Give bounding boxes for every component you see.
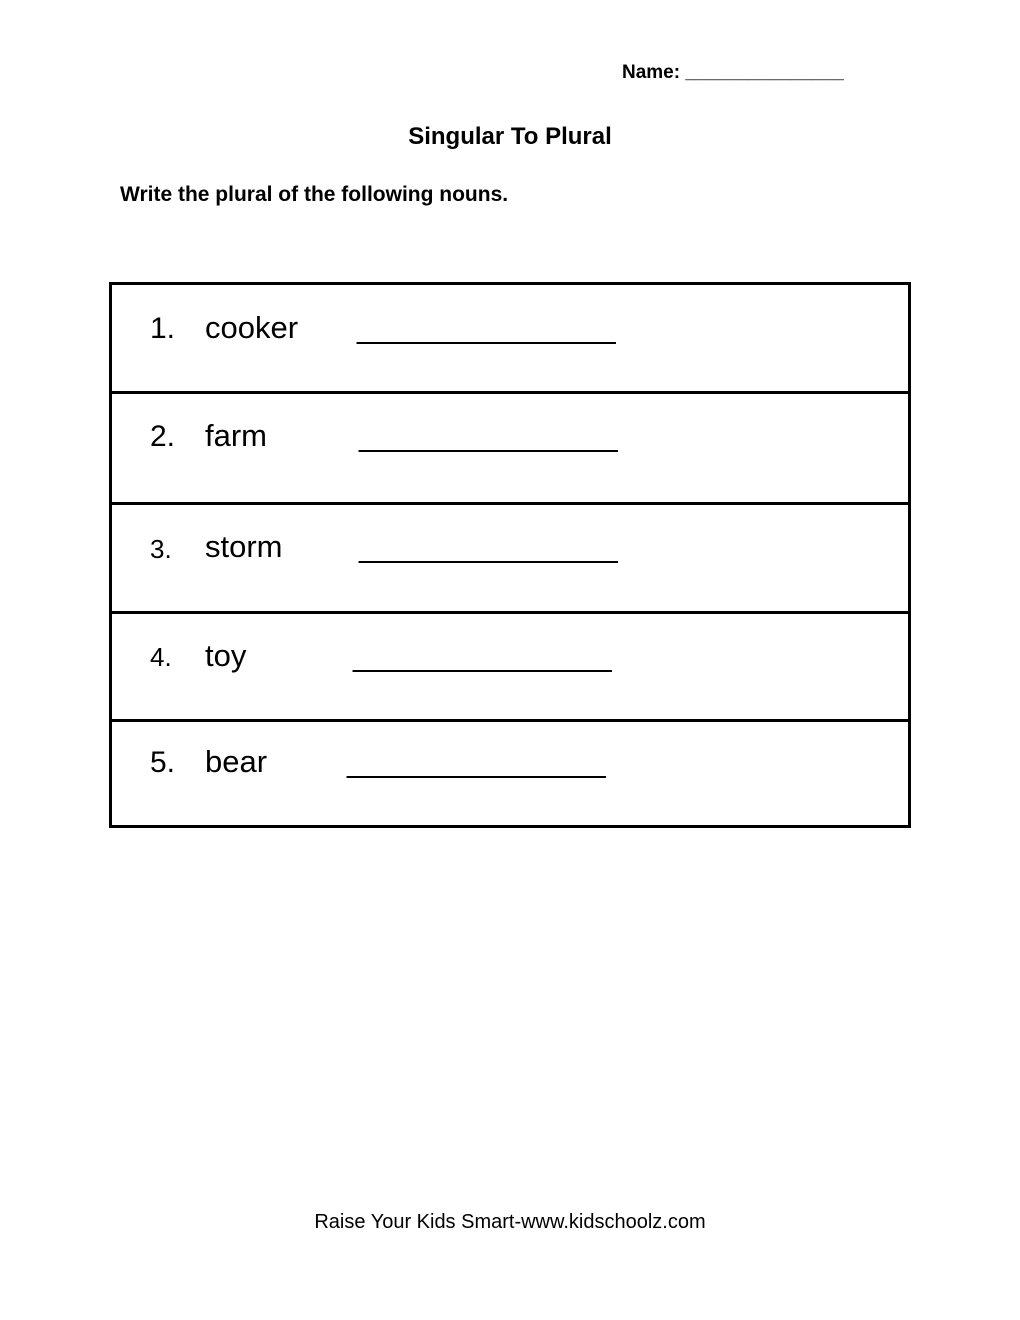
page-title: Singular To Plural	[408, 123, 612, 150]
answer-blank[interactable]: _______________	[359, 529, 618, 564]
answer-blank[interactable]: _______________	[347, 744, 606, 779]
exercise-row	[112, 285, 908, 394]
singular-noun: storm	[205, 529, 283, 564]
answer-blank[interactable]: _______________	[359, 418, 618, 453]
instructions: Write the plural of the following nouns.	[120, 183, 509, 206]
answer-blank[interactable]: _______________	[353, 638, 612, 673]
singular-noun: toy	[205, 638, 247, 673]
item-number: 2.	[150, 420, 176, 453]
exercise-table	[109, 282, 911, 828]
footer-credit: Raise Your Kids Smart-www.kidschoolz.com	[314, 1211, 706, 1233]
item-number: 3.	[150, 534, 172, 564]
item-number: 1.	[150, 312, 176, 345]
exercise-row	[112, 614, 908, 722]
singular-noun: farm	[205, 418, 267, 453]
item-number: 4.	[150, 642, 172, 672]
exercise-row	[112, 722, 908, 825]
singular-noun: cooker	[205, 310, 299, 345]
answer-blank[interactable]: _______________	[357, 310, 616, 345]
item-number: 5.	[150, 746, 176, 779]
exercise-row	[112, 394, 908, 505]
singular-noun: bear	[205, 744, 268, 779]
exercise-row	[112, 505, 908, 614]
name-field-label: Name: _______________	[622, 62, 844, 83]
